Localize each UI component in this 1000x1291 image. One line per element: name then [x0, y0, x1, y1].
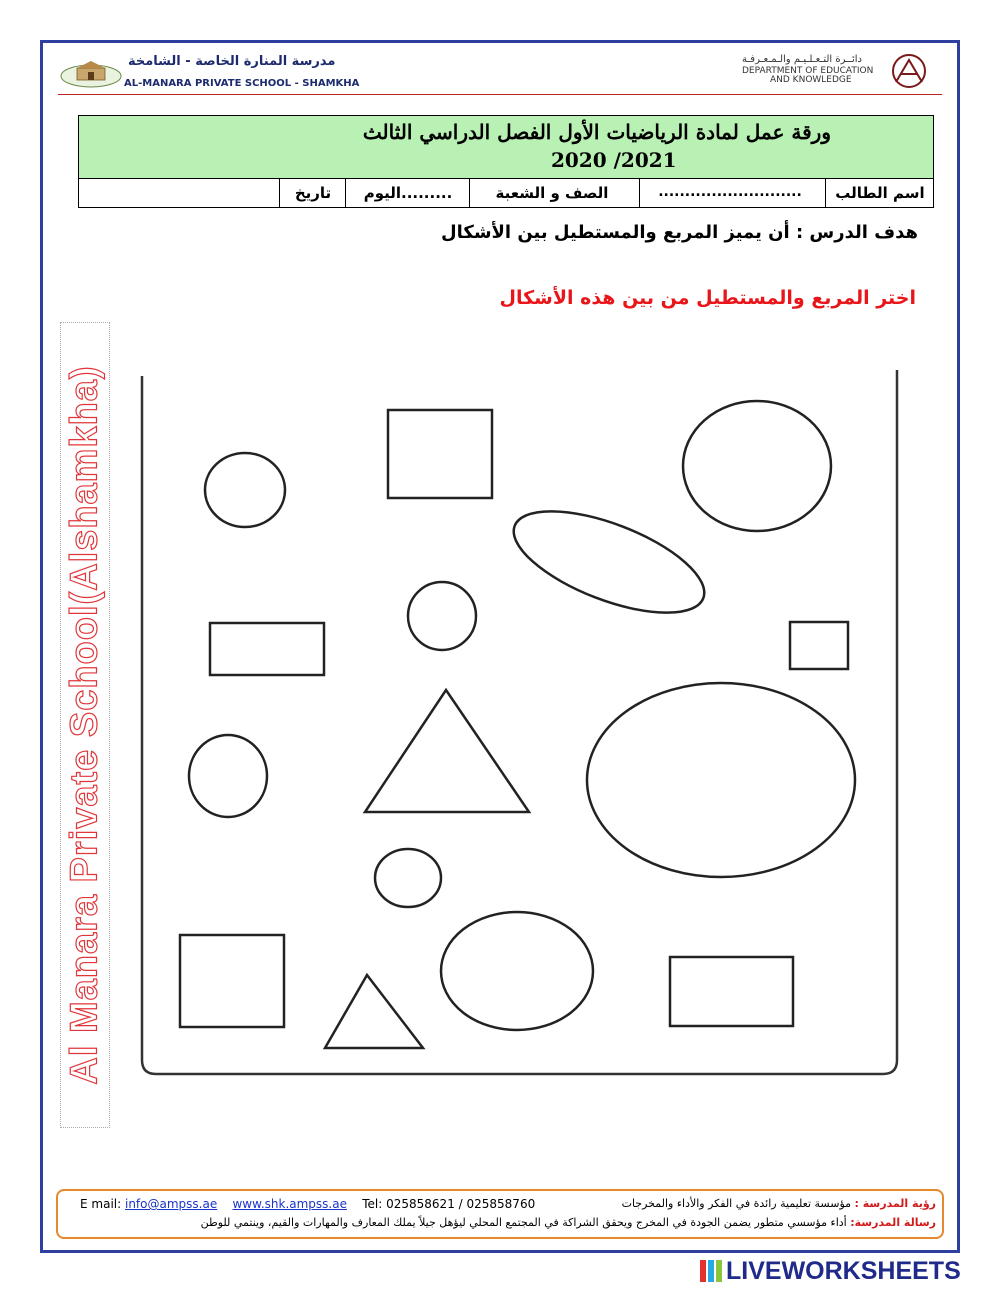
blank-cell	[79, 179, 279, 207]
department-name-ar: دائــرة التـعـلـيـم والـمـعـرفـة	[742, 54, 862, 65]
shape-circle-7[interactable]	[441, 912, 593, 1030]
shape-circle-3[interactable]	[408, 582, 476, 650]
shape-circle-6[interactable]	[375, 849, 441, 907]
date-label: تاريخ	[279, 179, 346, 207]
shape-oval[interactable]	[501, 490, 717, 633]
school-logo-icon	[60, 58, 122, 92]
telephone: Tel: 025858621 / 025858760	[362, 1197, 536, 1211]
class-label: الصف و الشعبة	[469, 179, 634, 207]
student-name-label: اسم الطالب	[825, 179, 934, 207]
email-label: E mail:	[80, 1197, 122, 1211]
footer-box	[56, 1189, 944, 1239]
day-label: اليوم.........	[345, 179, 470, 207]
header-divider	[58, 94, 942, 95]
shape-circle-4[interactable]	[189, 735, 267, 817]
shape-circle-5[interactable]	[587, 683, 855, 877]
shapes-area	[135, 370, 900, 1080]
instruction: اختر المربع والمستطيل من بين هذه الأشكال	[499, 287, 916, 309]
student-info-row	[78, 178, 934, 208]
worksheet-title: ورقة عمل لمادة الرياضيات الأول الفصل الدراسي الثالث	[362, 120, 831, 144]
watermark-text: Al Manara Private School(Alshamkha)	[63, 365, 106, 1085]
shape-square-3[interactable]	[180, 935, 284, 1027]
vision-label: رؤية المدرسة :	[854, 1197, 936, 1210]
email-link[interactable]: info@ampss.ae	[124, 1197, 218, 1211]
shape-square-2[interactable]	[790, 622, 848, 669]
shape-triangle-1[interactable]	[365, 690, 529, 812]
shape-rectangle-1[interactable]	[210, 623, 324, 675]
title-box	[78, 115, 934, 179]
shape-circle-1[interactable]	[205, 453, 285, 527]
school-name-ar: مدرسة المنارة الخاصة - الشامخة	[128, 54, 336, 69]
emblem-icon	[884, 52, 934, 94]
school-name-en: AL-MANARA PRIVATE SCHOOL - SHAMKHA	[124, 78, 360, 89]
shape-triangle-2[interactable]	[325, 975, 423, 1048]
watermark-box	[60, 322, 110, 1128]
lesson-goal: هدف الدرس : أن يميز المربع والمستطيل بين الأشكال	[440, 222, 918, 243]
shape-circle-2[interactable]	[683, 401, 831, 531]
department-name-en-1: DEPARTMENT OF EDUCATION	[742, 66, 874, 76]
mission-label: رسالة المدرسة:	[850, 1216, 936, 1229]
mission-text: أداء مؤسسي متطور يضمن الجودة في المخرج ويحقق الشراكة في المجتمع المحلي ليؤهل جيلاً يملك المعارف والمهارات والقيم، وينتمي للوطن	[200, 1216, 847, 1229]
department-name-en-2: AND KNOWLEDGE	[770, 75, 852, 85]
academic-year: 2020 /2021	[551, 148, 677, 172]
school-vision	[622, 1197, 936, 1210]
liveworksheets-icon	[700, 1260, 722, 1282]
contact-info	[80, 1197, 535, 1211]
vision-text: مؤسسة تعليمية رائدة في الفكر والأداء والمخرجات	[621, 1197, 852, 1210]
website-link[interactable]: www.shk.ampss.ae	[232, 1197, 347, 1211]
school-mission	[201, 1216, 936, 1229]
student-name-field[interactable]: ...........................	[639, 179, 820, 207]
liveworksheets-text: LIVEWORKSHEETS	[726, 1257, 961, 1285]
shapes-frame	[142, 370, 897, 1074]
shape-square-1[interactable]	[388, 410, 492, 498]
shape-rectangle-2[interactable]	[670, 957, 793, 1026]
